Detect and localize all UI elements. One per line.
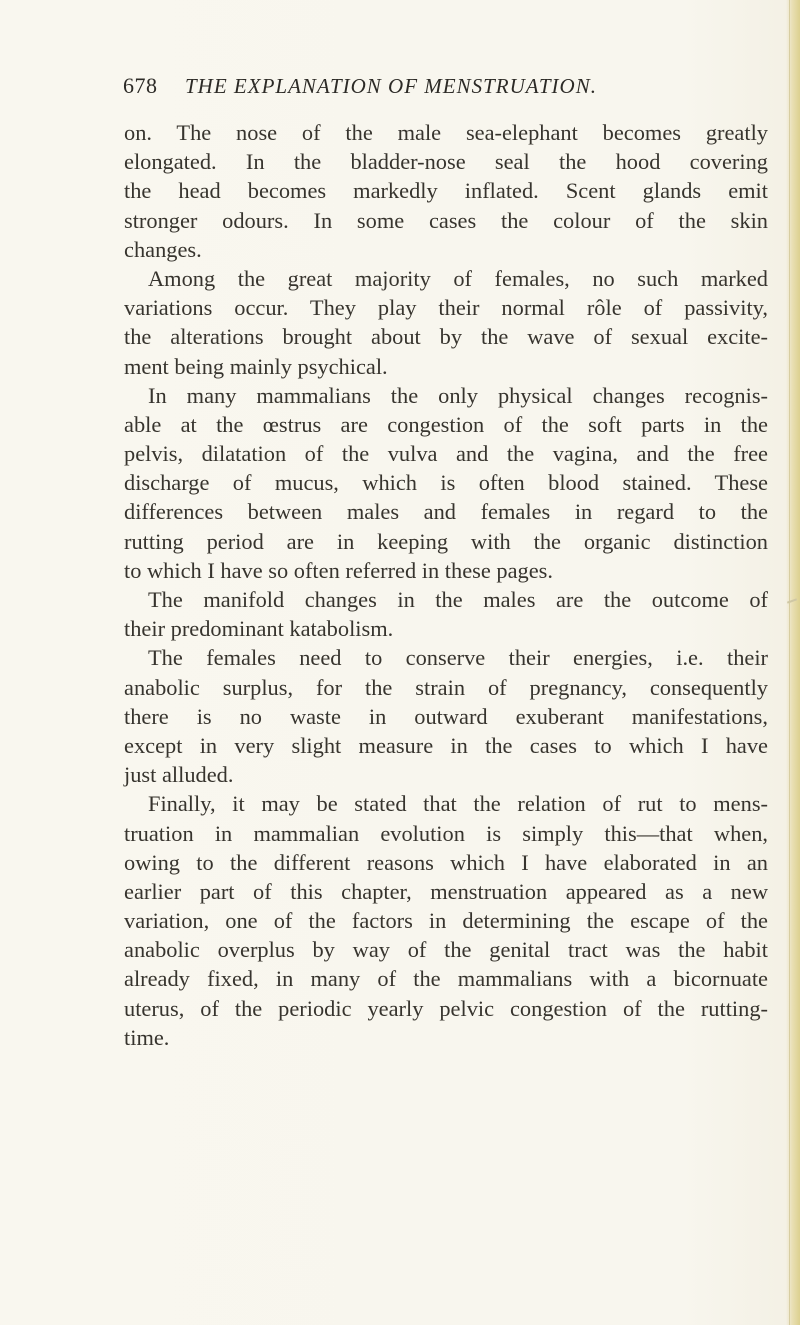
text-line: differences between males and females in regard to the: [124, 499, 768, 525]
page-number: 678: [123, 73, 158, 98]
text-line: stronger odours. In some cases the colour of the skin: [124, 207, 768, 233]
text-line: changes.: [124, 236, 202, 262]
text-line: variations occur. They play their normal rôle of passivity,: [124, 295, 768, 321]
text-line: pelvis, dilatation of the vulva and the vagina, and the free: [124, 441, 768, 467]
text-line: uterus, of the periodic yearly pelvic congestion of the rutting-: [124, 995, 768, 1021]
text-line: Finally, it may be stated that the relation of rut to mens-: [148, 791, 768, 817]
text-line: anabolic overplus by way of the genital tract was the habit: [124, 937, 768, 963]
text-line: able at the œstrus are congestion of the soft parts in the: [124, 411, 768, 437]
running-title: THE EXPLANATION OF MENSTRUATION.: [185, 74, 597, 98]
text-line: just alluded.: [124, 762, 234, 788]
text-line: the alterations brought about by the wave of sexual excite-: [124, 324, 768, 350]
text-line: rutting period are in keeping with the organic distinction: [124, 528, 768, 554]
text-line: earlier part of this chapter, menstruation appeared as a new: [124, 878, 768, 904]
text-line: their predominant katabolism.: [124, 616, 394, 642]
page-header: [123, 68, 723, 104]
text-line: time.: [124, 1024, 170, 1050]
text-line: The females need to conserve their energies, i.e. their: [148, 645, 768, 671]
text-line: except in very slight measure in the cases to which I have: [124, 732, 768, 758]
text-line: owing to the different reasons which I have elaborated in an: [124, 849, 768, 875]
page-edge-line: [789, 0, 790, 1325]
text-line: there is no waste in outward exuberant manifestations,: [124, 703, 768, 729]
text-line: ment being mainly psychical.: [124, 353, 388, 379]
text-line: truation in mammalian evolution is simply this—that when,: [124, 820, 768, 846]
text-line: the head becomes markedly inflated. Scent glands emit: [124, 178, 768, 204]
body-text: [124, 118, 768, 1052]
text-line: to which I have so often referred in these pages.: [124, 557, 553, 583]
text-line: on. The nose of the male sea-elephant becomes greatly: [124, 120, 768, 145]
text-line: discharge of mucus, which is often blood stained. These: [124, 470, 768, 496]
text-line: The manifold changes in the males are the outcome of: [148, 587, 768, 612]
text-line: anabolic surplus, for the strain of pregnancy, consequently: [124, 674, 768, 700]
text-line: variation, one of the factors in determining the escape of the: [124, 908, 768, 934]
text-line: In many mammalians the only physical changes recognis-: [148, 382, 768, 408]
text-line: already fixed, in many of the mammalians with a bicornuate: [124, 966, 768, 992]
text-line: Among the great majority of females, no such marked: [148, 265, 768, 291]
text-line: elongated. In the bladder-nose seal the hood covering: [124, 149, 768, 175]
